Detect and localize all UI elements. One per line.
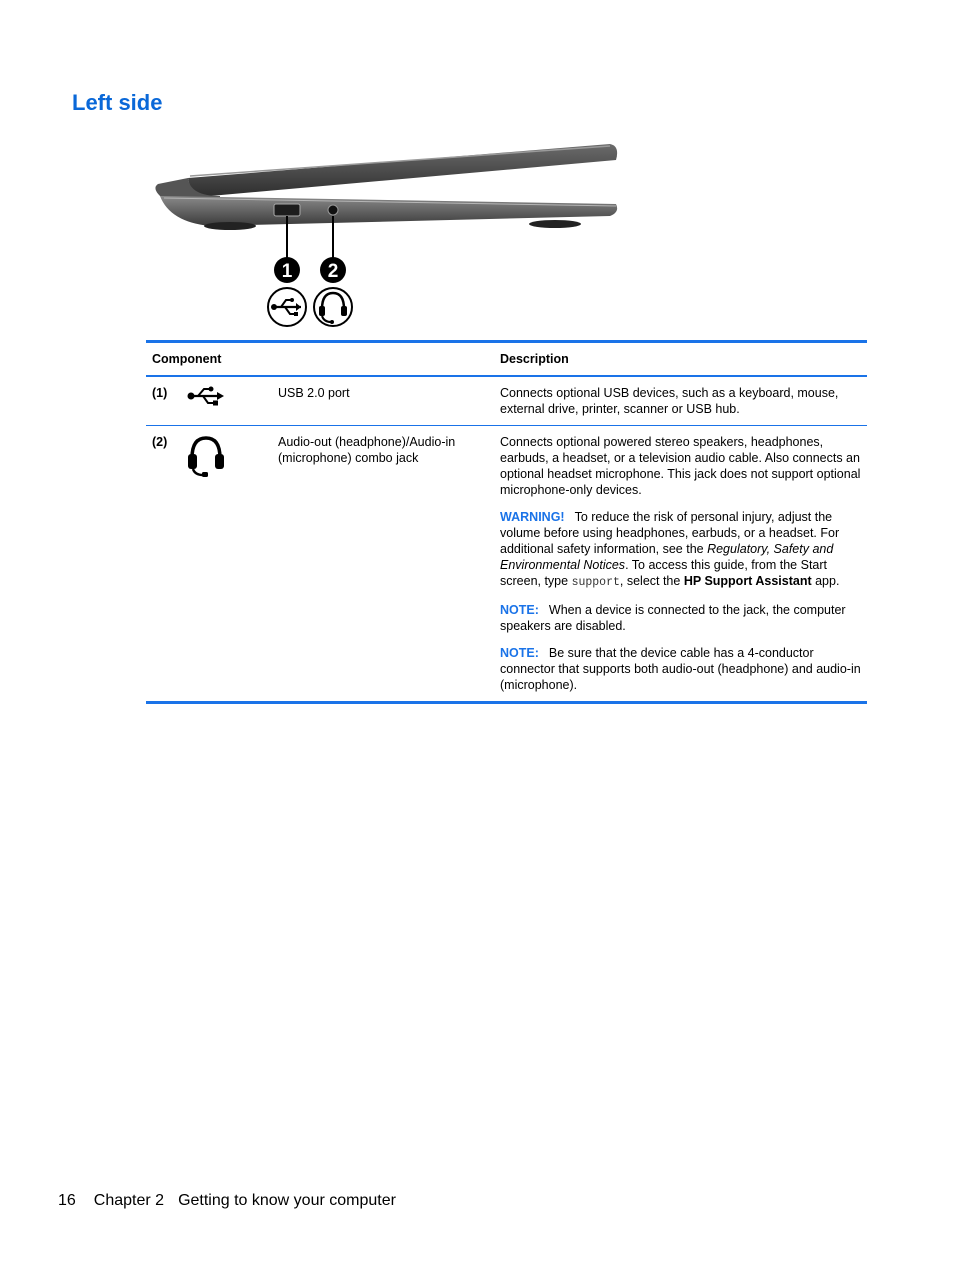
svg-text:1: 1 — [281, 261, 293, 282]
warning-code: support — [571, 576, 620, 589]
warning-text-3: , select the — [619, 574, 684, 588]
note-text: When a device is connected to the jack, the computer speakers are disabled. — [500, 603, 846, 633]
chapter-title: Getting to know your computer — [178, 1192, 396, 1209]
row-description: Connects optional USB devices, such as a keyboard, mouse, external drive, printer, scanner or USB hub. — [500, 386, 839, 416]
warning-label: WARNING! — [500, 510, 565, 524]
svg-text:2: 2 — [327, 261, 339, 282]
note-label: NOTE: — [500, 603, 539, 617]
laptop-left-side-figure — [150, 140, 630, 332]
row-icon-cell — [180, 426, 272, 703]
callout-2 — [320, 257, 346, 283]
usb-port — [274, 204, 300, 216]
headset-icon — [186, 434, 226, 478]
note-paragraph — [500, 602, 861, 634]
callout-1 — [274, 257, 300, 283]
warning-guide-title: Regulatory, Safety and Environmental Notices — [500, 542, 834, 572]
warning-text-4: app. — [811, 574, 840, 588]
chapter-label: Chapter 2 — [93, 1192, 165, 1209]
header-description: Description — [500, 352, 569, 366]
header-component: Component — [152, 352, 222, 366]
warning-text-2: . To access this guide, from the Start screen, type — [500, 558, 828, 588]
audio-jack — [328, 205, 338, 215]
warning-app-name: HP Support Assistant — [683, 574, 812, 588]
row-number: (1) — [152, 386, 168, 400]
row-description-cell — [494, 426, 867, 703]
warning-text-1: To reduce the risk of personal injury, adjust the volume before using headphones, earbuds, or a headset. For additional safety information, see the — [500, 510, 840, 556]
page-footer — [58, 1192, 396, 1210]
page-title: Left side — [72, 90, 163, 115]
warning-paragraph — [500, 509, 861, 591]
row-name: Audio-out (headphone)/Audio-in (microphone) combo jack — [278, 435, 456, 465]
row-description: Connects optional powered stereo speakers, headphones, earbuds, a headset, or a television audio cable. Also connects an optional headset microphone. This jack does not support optional microphone-only devices. — [500, 435, 861, 497]
table-header-row — [146, 342, 867, 377]
note-label: NOTE: — [500, 646, 539, 660]
page-number: 16 — [58, 1192, 76, 1209]
usb-icon — [268, 288, 306, 326]
usb-icon — [186, 385, 226, 407]
laptop-illustration — [150, 140, 630, 332]
headset-icon — [314, 288, 352, 326]
row-name: USB 2.0 port — [278, 386, 350, 400]
note-text: Be sure that the device cable has a 4-conductor connector that supports both audio-out (headphone) and audio-in (microphone). — [500, 646, 861, 692]
table-row — [146, 426, 867, 703]
components-table — [146, 340, 867, 704]
table-row — [146, 376, 867, 426]
note-paragraph — [500, 645, 861, 693]
row-icon-cell — [180, 376, 272, 426]
row-number: (2) — [152, 435, 168, 449]
